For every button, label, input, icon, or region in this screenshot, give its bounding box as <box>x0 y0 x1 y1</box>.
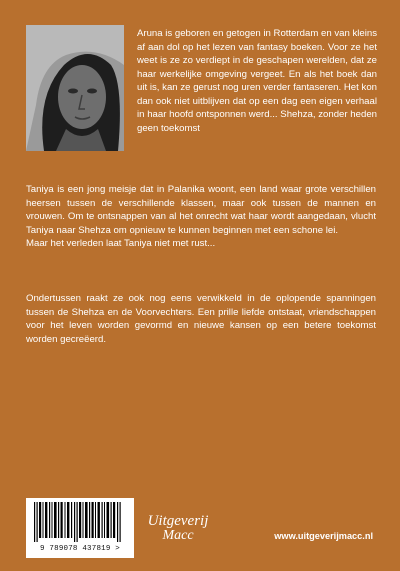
synopsis-paragraph-2: Maar het verleden laat Taniya niet met rust... <box>26 238 216 249</box>
synopsis-paragraph-3: Ondertussen raakt ze ook nog eens verwikkeld in de oplopende spanningen tussen de Shehza en de Voorvechters. Een prille liefde ontstaat, vriendschappen voor het leven worden gevormd en nieuwe kansen op een betere toekomst worden gecreëerd. <box>26 293 376 345</box>
synopsis-block-2 <box>26 292 376 346</box>
publisher-website: www.uitgeverijmacc.nl <box>274 531 373 541</box>
barcode-digits: 9 789078 437819 > <box>40 545 120 553</box>
synopsis-paragraph-1: Taniya is een jong meisje dat in Palanika woont, een land waar grote verschillen heersen tussen de verschillende klassen, maar ook tussen de mannen en vrouwen. Om te ontsnappen van al het onrecht wat haar wordt aangedaan, vlucht Taniya naar Shehza om opnieuw te kunnen beginnen met een schone lei. <box>26 184 376 236</box>
synopsis-block-1 <box>26 183 376 251</box>
publisher-logo-line-1: Uitgeverij <box>147 513 209 529</box>
publisher-logo-line-2: Macc <box>162 528 194 543</box>
author-photo <box>26 25 124 151</box>
publisher-logo <box>142 513 214 553</box>
barcode-icon <box>26 498 134 544</box>
author-intro-text: Aruna is geboren en getogen in Rotterdam en van kleins af aan dol op het lezen van fantasy boeken. Voor ze het weet is ze zo verdiept in de geschapen werelden, dat ze haar werkelijke omgeving vergeet. En als het boek dan uit is, kan ze gerust nog uren verder fantaseren. Het kon dan ook niet uitblijven dat op een dag een eigen verhaal in haar hoofd ontsponnen werd... Shehza, zonder heden geen toekomst <box>137 28 377 134</box>
author-portrait-icon <box>26 25 124 151</box>
